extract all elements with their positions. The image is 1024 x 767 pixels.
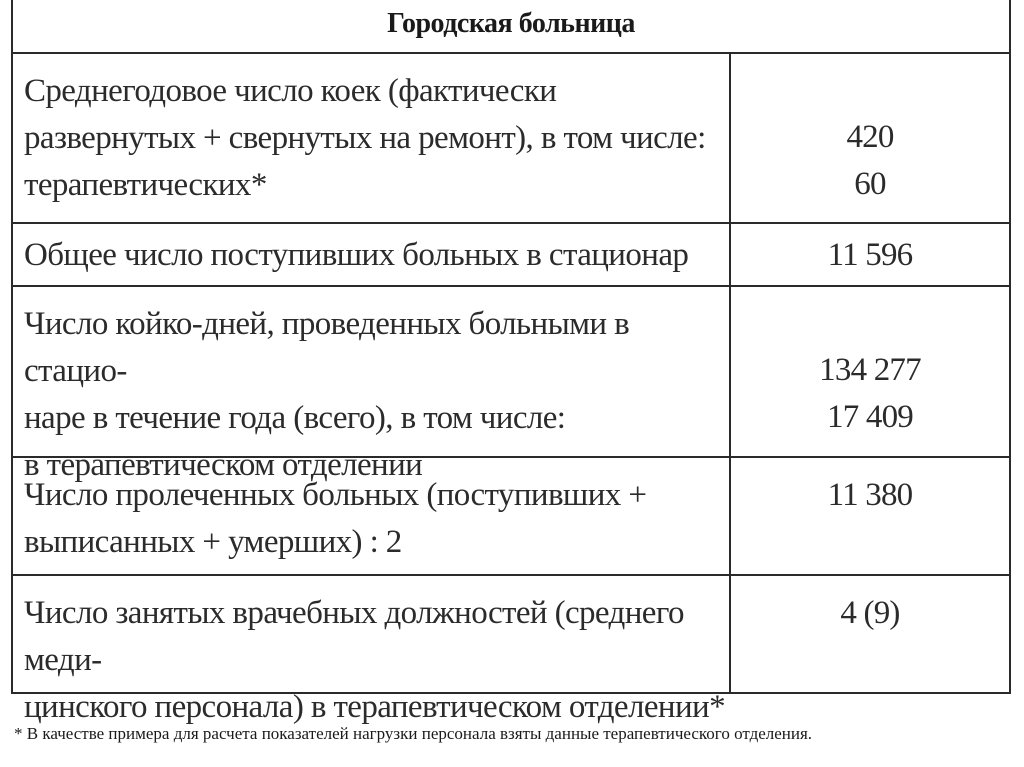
value-total: 11 380 <box>827 477 913 513</box>
row-label: Число занятых врачебных должностей (среднего меди- цинского персонала) в терапевтическом отделении* <box>13 576 731 694</box>
table-title: Городская больница <box>13 0 1009 54</box>
value-therapeutic: 17 409 <box>827 399 913 435</box>
row-value <box>731 54 1009 222</box>
hospital-data-table <box>11 0 1011 725</box>
row-value <box>731 576 1009 694</box>
value-total: 4 (9) <box>840 595 900 631</box>
row-value <box>731 458 1009 574</box>
table-row-bed-days <box>13 287 1009 483</box>
table-row-positions <box>13 576 1009 725</box>
row-value <box>731 224 1009 285</box>
table-row-treated <box>13 458 1009 576</box>
table-row-beds <box>13 54 1009 224</box>
table-row-admitted <box>13 224 1009 287</box>
value-therapeutic: 60 <box>854 166 886 202</box>
footnote: * В качестве примера для расчета показателей нагрузки персонала взяты данные терапевтического отделения. <box>14 724 813 743</box>
value-total: 11 596 <box>827 237 913 273</box>
row-label: Число пролеченных больных (поступивших + выписанных + умерших) : 2 <box>13 458 731 574</box>
row-label: Среднегодовое число коек (фактически развернутых + свернутых на ремонт), в том числе: терапевтических* <box>13 54 731 222</box>
value-total: 134 277 <box>819 352 921 388</box>
row-value <box>731 287 1009 456</box>
value-total: 420 <box>846 119 894 155</box>
row-label: Общее число поступивших больных в стационар <box>13 224 731 285</box>
row-label: Число койко-дней, проведенных больными в стацио- наре в течение года (всего), в том числе: в терапевтическом отделении <box>13 287 731 456</box>
